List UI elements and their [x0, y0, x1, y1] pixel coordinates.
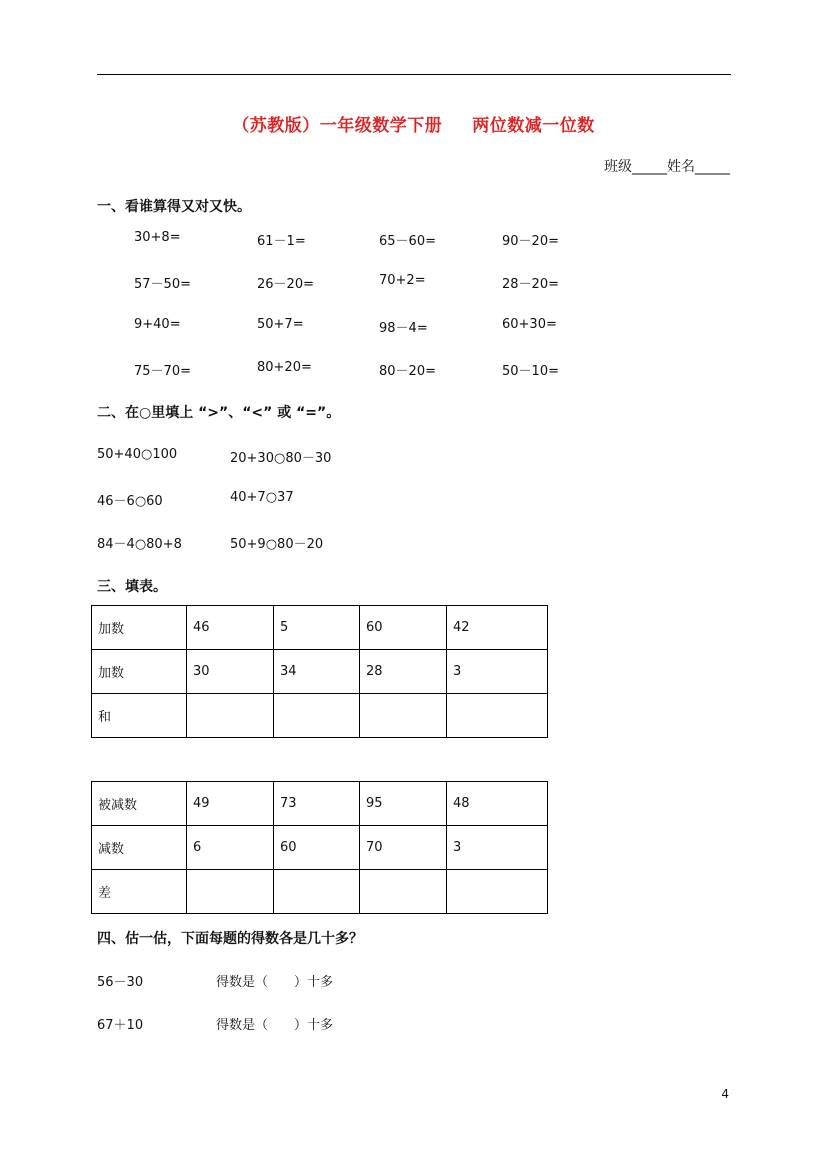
- table-cell: 被减数: [92, 782, 187, 826]
- page-number: 4: [721, 1087, 729, 1101]
- table-cell: 3: [447, 826, 548, 870]
- table-row: [92, 870, 548, 914]
- table-cell: 60: [274, 826, 360, 870]
- table-cell: 3: [447, 650, 548, 694]
- table-cell: 73: [274, 782, 360, 826]
- table-cell: 减数: [92, 826, 187, 870]
- table-cell: 和: [92, 694, 187, 738]
- table-cell: 95: [360, 782, 447, 826]
- table-cell: 6: [187, 826, 274, 870]
- s1-r4-c2: 80+20=: [257, 360, 312, 375]
- s1-r3-c3: 98－4=: [379, 321, 428, 336]
- answer-cell[interactable]: [360, 694, 447, 738]
- s1-r2-c1: 57－50=: [134, 277, 191, 292]
- s4-expr-2: 67＋10: [97, 1018, 144, 1033]
- header-rule: [97, 74, 731, 75]
- s1-r2-c3: 70+2=: [379, 273, 426, 288]
- answer-cell[interactable]: [274, 870, 360, 914]
- table-cell: 5: [274, 606, 360, 650]
- table-row: [92, 782, 548, 826]
- table-row: [92, 606, 548, 650]
- s1-r1-c4: 90－20=: [502, 234, 559, 249]
- s4-answer-1: 得数是（ ）十多: [216, 975, 334, 990]
- answer-cell[interactable]: [447, 694, 548, 738]
- table-cell: 42: [447, 606, 548, 650]
- s2-r1-c1: 50+40○100: [97, 447, 178, 462]
- title-part-1: （苏教版）一年级数学下册: [232, 116, 443, 136]
- s2-r2-c1: 46－6○60: [97, 494, 163, 509]
- table-cell: 28: [360, 650, 447, 694]
- answer-cell[interactable]: [274, 694, 360, 738]
- s1-r2-c2: 26－20=: [257, 277, 314, 292]
- section2-heading: 二、在○里填上 “>”、“<” 或 “=”。: [97, 405, 341, 421]
- class-name-line: 班级_____姓名_____: [604, 159, 730, 175]
- s4-expr-1: 56－30: [97, 975, 144, 990]
- s1-r4-c3: 80－20=: [379, 364, 436, 379]
- table-cell: 49: [187, 782, 274, 826]
- s1-r1-c3: 65－60=: [379, 234, 436, 249]
- s1-r3-c4: 60+30=: [502, 317, 557, 332]
- table-cell: 加数: [92, 606, 187, 650]
- s1-r1-c2: 61－1=: [257, 234, 306, 249]
- table-row: [92, 694, 548, 738]
- s2-r3-c1: 84－4○80+8: [97, 537, 182, 552]
- s1-r1-c1: 30+8=: [134, 230, 181, 245]
- table-cell: 差: [92, 870, 187, 914]
- s2-r2-c2: 40+7○37: [230, 490, 294, 505]
- table-cell: 30: [187, 650, 274, 694]
- table-row: [92, 650, 548, 694]
- subtraction-table: [91, 781, 548, 914]
- answer-cell[interactable]: [360, 870, 447, 914]
- section3-heading: 三、填表。: [97, 579, 167, 595]
- document-title: [0, 111, 827, 136]
- section4-heading: 四、估一估，下面每题的得数各是几十多？: [97, 931, 363, 947]
- answer-cell[interactable]: [447, 870, 548, 914]
- table-cell: 34: [274, 650, 360, 694]
- answer-cell[interactable]: [187, 870, 274, 914]
- s1-r4-c1: 75－70=: [134, 364, 191, 379]
- table-cell: 46: [187, 606, 274, 650]
- title-part-2: 两位数减一位数: [472, 116, 595, 136]
- s4-answer-2: 得数是（ ）十多: [216, 1018, 334, 1033]
- s1-r3-c2: 50+7=: [257, 317, 304, 332]
- s1-r4-c4: 50－10=: [502, 364, 559, 379]
- table-row: [92, 826, 548, 870]
- s2-r3-c2: 50+9○80－20: [230, 537, 324, 552]
- answer-cell[interactable]: [187, 694, 274, 738]
- addition-table: [91, 605, 548, 738]
- table-cell: 加数: [92, 650, 187, 694]
- table-cell: 48: [447, 782, 548, 826]
- s1-r2-c4: 28－20=: [502, 277, 559, 292]
- s1-r3-c1: 9+40=: [134, 317, 181, 332]
- section1-heading: 一、看谁算得又对又快。: [97, 199, 251, 215]
- s2-r1-c2: 20+30○80－30: [230, 451, 332, 466]
- table-cell: 70: [360, 826, 447, 870]
- table-cell: 60: [360, 606, 447, 650]
